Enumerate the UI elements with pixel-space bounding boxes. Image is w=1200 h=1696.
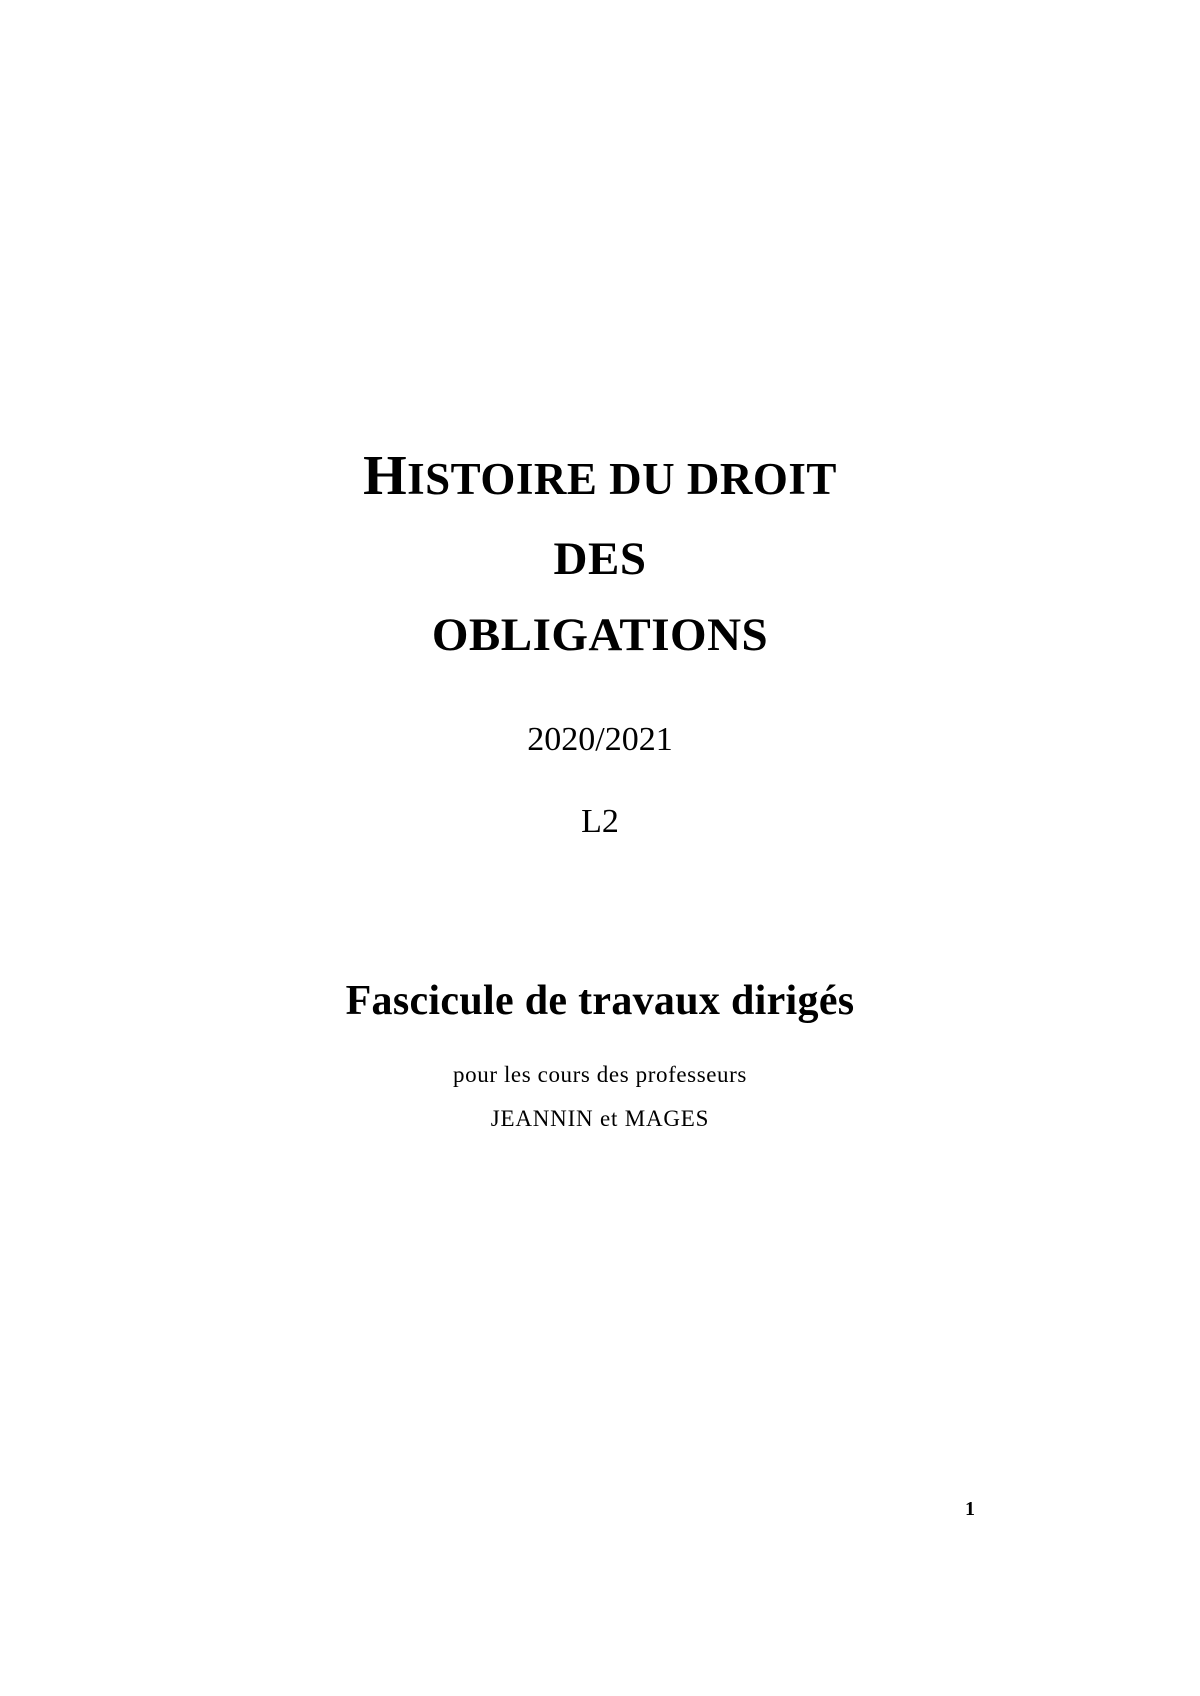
title-line-2 [0, 528, 1200, 590]
document-subtitle: Fascicule de travaux dirigés [345, 978, 855, 1024]
title-line-1 [0, 440, 1200, 514]
document-title [0, 440, 1200, 666]
title-line-1-initial: H [363, 445, 408, 507]
title-line-1-rest: ISTOIRE DU DROIT [407, 454, 837, 504]
title-line-2-initial: D [553, 532, 588, 585]
study-level: L2 [581, 803, 619, 840]
credit-line-2: JEANNIN et MAGES [490, 1106, 710, 1131]
academic-year: 2020/2021 [527, 721, 673, 758]
title-line-3 [0, 604, 1200, 666]
title-line-2-rest: ES [587, 532, 647, 585]
credit-line-1: pour les cours des professeurs [453, 1062, 747, 1087]
title-line-3-initial: O [431, 608, 469, 661]
page-number [0, 1498, 1200, 1521]
title-line-3-rest: BLIGATIONS [468, 608, 769, 661]
page-number-value: 1 [965, 1498, 975, 1520]
